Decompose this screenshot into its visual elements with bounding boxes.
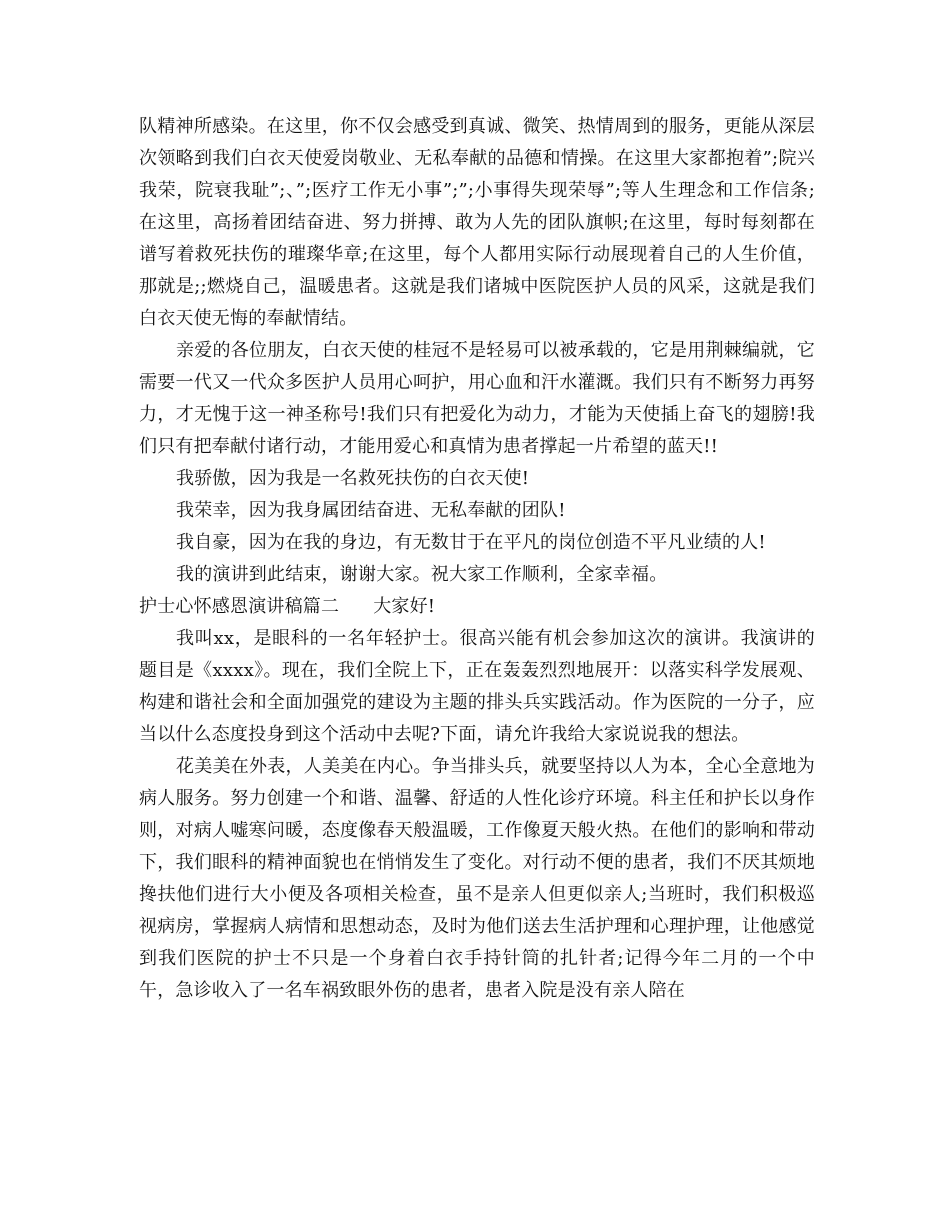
paragraph-inner-beauty: 花美美在外表，人美美在内心。争当排头兵，就要坚持以人为本，全心全意地为病人服务。努力创建一个和谐、温馨、舒适的人性化诊疗环境。科主任和护长以身作则，对病人嘘寒问暖，态度像春天般温暖，工作像夏天般火热。在他们的影响和带动下，我们眼科的精神面貌也在悄悄发生了变化。对行动不便的患者，我们不厌其烦地搀扶他们进行大小便及各项相关检查，虽不是亲人但更似亲人;当班时，我们积极巡视病房，掌握病人病情和思想动态，及时为他们送去生活护理和心理护理，让他感觉到我们医院的护士不只是一个身着白衣手持针筒的扎针者;记得今年二月的一个中午，急诊收入了一名车祸致眼外伤的患者，患者入院是没有亲人陪在 xyxy=(139,756,815,1001)
paragraph-pride: 我自豪，因为在我的身边，有无数甘于在平凡的岗位创造不平凡业绩的人! xyxy=(176,532,766,553)
document-body xyxy=(139,111,815,1007)
paragraph-proud: 我骄傲，因为我是一名救死扶伤的白衣天使! xyxy=(176,468,530,489)
paragraph-continuation: 队精神所感染。在这里，你不仅会感受到真诚、微笑、热情周到的服务，更能从深层次领略到我们白衣天使爱岗敬业、无私奉献的品德和情操。在这里大家都抱着”;院兴我荣，院衰我耻”;、”;医疗工作无小事”;”;小事得失现荣辱”;等人生理念和工作信条;在这里，高扬着团结奋进、努力拼搏、敢为人先的团队旗帜;在这里，每时每刻都在谱写着救死扶伤的璀璨华章;在这里，每个人都用实际行动展现着自己的人生价值，那就是;;燃烧自己，温暖患者。这就是我们诸城中医院医护人员的风采，这就是我们白衣天使无悔的奉献情结。 xyxy=(139,116,815,329)
section-greeting: 大家好! xyxy=(373,596,436,617)
paragraph-honored: 我荣幸，因为我身属团结奋进、无私奉献的团队! xyxy=(176,500,566,521)
section-title: 护士心怀感恩演讲稿篇二 xyxy=(139,596,340,617)
paragraph-closing: 我的演讲到此结束，谢谢大家。祝大家工作顺利，全家幸福。 xyxy=(176,564,668,585)
paragraph-dear-friends: 亲爱的各位朋友，白衣天使的桂冠不是轻易可以被承载的，它是用荆棘编就，它需要一代又一代众多医护人员用心呵护，用心血和汗水灌溉。我们只有不断努力再努力，才无愧于这一神圣称号!我们只有把爱化为动力，才能为天使插上奋飞的翅膀!我们只有把奉献付诸行动，才能用爱心和真情为患者撑起一片希望的蓝天!! xyxy=(139,340,815,457)
section-heading xyxy=(139,591,815,623)
paragraph-introduction: 我叫xx，是眼科的一名年轻护士。很高兴能有机会参加这次的演讲。我演讲的题目是《xxxx》。现在，我们全院上下，正在轰轰烈烈地展开：以落实科学发展观、构建和谐社会和全面加强党的建设为主题的排头兵实践活动。作为医院的一分子，应当以什么态度投身到这个活动中去呢?下面，请允许我给大家说说我的想法。 xyxy=(139,628,815,745)
